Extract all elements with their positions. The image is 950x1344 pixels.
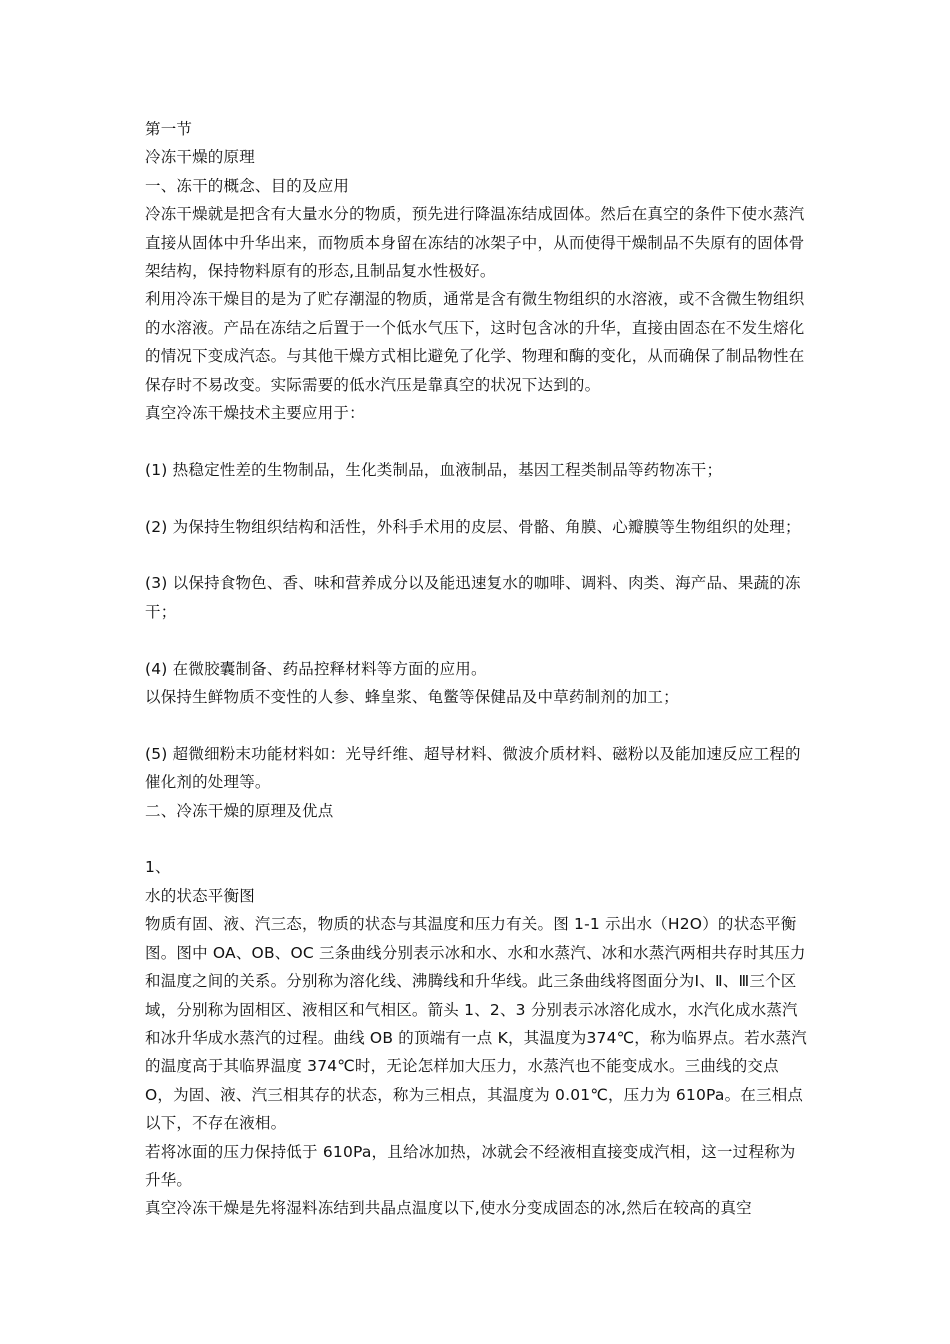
purpose-paragraph: 利用冷冻干燥目的是为了贮存潮湿的物质，通常是含有微生物组织的水溶液，或不含微生物组织的水溶液。产品在冻结之后置于一个低水气压下，这时包含冰的升华，直接由固态在不发生熔化的情况下变成汽态。与其他干燥方式相比避免了化学、物理和酶的变化，从而确保了制品物性在保存时不易改变。实际需要的低水汽压是靠真空的状况下达到的。: [145, 290, 805, 394]
application-item-2: (2) 为保持生物组织结构和活性，外科手术用的皮层、骨骼、角膜、心瓣膜等生物组织的处理；: [145, 517, 801, 536]
application-item-4-extra: 以保持生鲜物质不变性的人参、蜂皇浆、龟鳖等保健品及中草药制剂的加工；: [145, 688, 679, 707]
document-body: [145, 115, 810, 1223]
part1-heading: 一、冻干的概念、目的及应用: [145, 176, 350, 195]
sublimation-paragraph: 若将冰面的压力保持低于 610Pa，且给冰加热，冰就会不经液相直接变成汽相，这一过程称为升华。: [145, 1142, 796, 1189]
subsection-title: 水的状态平衡图: [145, 886, 255, 905]
vacuum-freeze-drying-paragraph: 真空冷冻干燥是先将湿料冻结到共晶点温度以下,使水分变成固态的冰,然后在较高的真空: [145, 1199, 752, 1218]
spacer: [145, 484, 810, 512]
spacer: [145, 541, 810, 569]
applications-intro: 真空冷冻干燥技术主要应用于：: [145, 404, 365, 423]
concept-paragraph: 冷冻干燥就是把含有大量水分的物质，预先进行降温冻结成固体。然后在真空的条件下使水蒸汽直接从固体中升华出来，而物质本身留在冻结的冰架子中，从而使得干燥制品不失原有的固体骨架结构，保持物料原有的形态,且制品复水性极好。: [145, 205, 805, 281]
part2-heading: 二、冷冻干燥的原理及优点: [145, 801, 334, 820]
section-number: 第一节: [145, 120, 193, 138]
spacer: [145, 427, 810, 455]
application-item-1: (1) 热稳定性差的生物制品，生化类制品，血液制品，基因工程类制品等药物冻干；: [145, 460, 723, 479]
application-item-5: (5) 超微细粉末功能材料如：光导纤维、超导材料、微波介质材料、磁粉以及能加速反应工程的催化剂的处理等。: [145, 744, 801, 792]
spacer: [145, 626, 810, 654]
phase-diagram-paragraph: 物质有固、液、汽三态，物质的状态与其温度和压力有关。图 1-1 示出水（H2O）的状态平衡图。图中 OA、OB、OC 三条曲线分别表示冰和水、水和水蒸汽、冰和水蒸汽两相共存时其压力和温度之间的关系。分别称为溶化线、沸腾线和升华线。此三条曲线将图面分为Ⅰ、Ⅱ、Ⅲ三个区域，分别称为固相区、液相区和气相区。箭头 1、2、3 分别表示冰溶化成水，水汽化成水蒸汽和冰升华成水蒸汽的过程。曲线 OB 的顶端有一点 K，其温度为374℃，称为临界点。若水蒸汽的温度高于其临界温度 374℃时，无论怎样加大压力，水蒸汽也不能变成水。三曲线的交点 O，为固、液、汽三相其存的状态，称为三相点，其温度为 0.01℃，压力为 610Pa。在三相点以下，不存在液相。: [145, 915, 807, 1133]
application-item-4: (4) 在微胶囊制备、药品控释材料等方面的应用。: [145, 659, 487, 678]
spacer: [145, 711, 810, 739]
section-title: 冷冻干燥的原理: [145, 148, 255, 167]
application-item-3: (3) 以保持食物色、香、味和营养成分以及能迅速复水的咖啡、调料、肉类、海产品、果蔬的冻干；: [145, 574, 801, 621]
subsection-number: 1、: [145, 858, 171, 877]
spacer: [145, 825, 810, 853]
